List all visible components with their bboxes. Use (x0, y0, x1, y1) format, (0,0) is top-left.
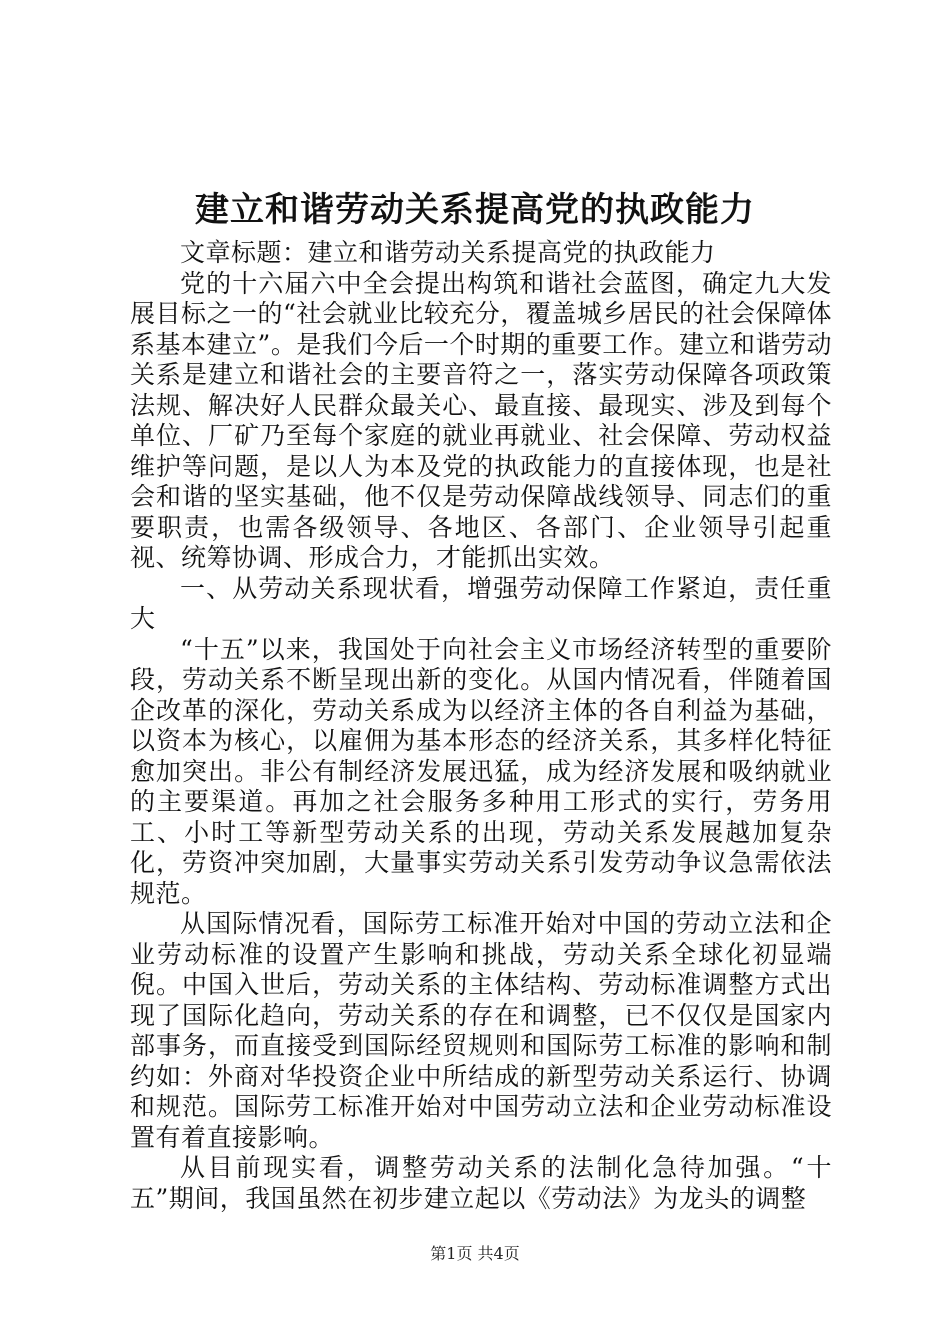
document-title: 建立和谐劳动关系提高党的执政能力 (195, 190, 755, 230)
document-body (130, 238, 832, 1214)
section-heading-1: 一、从劳动关系现状看，增强劳动保障工作紧迫，责任重大 (130, 573, 832, 633)
page-footer: 第1页 共4页 (430, 1244, 520, 1263)
paragraph-article-title: 文章标题：建立和谐劳动关系提高党的执政能力 (180, 238, 716, 267)
paragraph-international: 从国际情况看，国际劳工标准开始对中国的劳动立法和企业劳动标准的设置产生影响和挑战，劳动关系全球化初显端倪。中国入世后，劳动关系的主体结构、劳动标准调整方式出现了国际化趋向，劳动关系的存在和调整，已不仅仅是国家内部事务，而直接受到国际经贸规则和国际劳工标准的影响和制约如：外商对华投资企业中所结成的新型劳动关系运行、协调和规范。国际劳工标准开始对中国劳动立法和企业劳动标准设置有着直接影响。 (130, 909, 832, 1152)
paragraph-domestic: “十五”以来，我国处于向社会主义市场经济转型的重要阶段，劳动关系不断呈现出新的变化。从国内情况看，伴随着国企改革的深化，劳动关系成为以经济主体的各自利益为基础，以资本为核心，以雇佣为基本形态的经济关系，其多样化特征愈加突出。非公有制经济发展迅猛，成为经济发展和吸纳就业的主要渠道。再加之社会服务多种用工形式的实行，劳务用工、小时工等新型劳动关系的出现，劳动关系发展越加复杂化，劳资冲突加剧，大量事实劳动关系引发劳动争议急需依法规范。 (130, 634, 832, 908)
paragraph-current: 从目前现实看，调整劳动关系的法制化急待加强。“十五”期间，我国虽然在初步建立起以《劳动法》为龙头的调整 (130, 1153, 832, 1213)
paragraph-intro: 党的十六届六中全会提出构筑和谐社会蓝图，确定九大发展目标之一的“社会就业比较充分，覆盖城乡居民的社会保障体系基本建立”。是我们今后一个时期的重要工作。建立和谐劳动关系是建立和谐社会的主要音符之一，落实劳动保障各项政策法规、解决好人民群众最关心、最直接、最现实、涉及到每个单位、厂矿乃至每个家庭的就业再就业、社会保障、劳动权益维护等问题，是以人为本及党的执政能力的直接体现，也是社会和谐的坚实基础，他不仅是劳动保障战线领导、同志们的重要职责，也需各级领导、各地区、各部门、企业领导引起重视、统筹协调、形成合力，才能抓出实效。 (130, 268, 832, 572)
